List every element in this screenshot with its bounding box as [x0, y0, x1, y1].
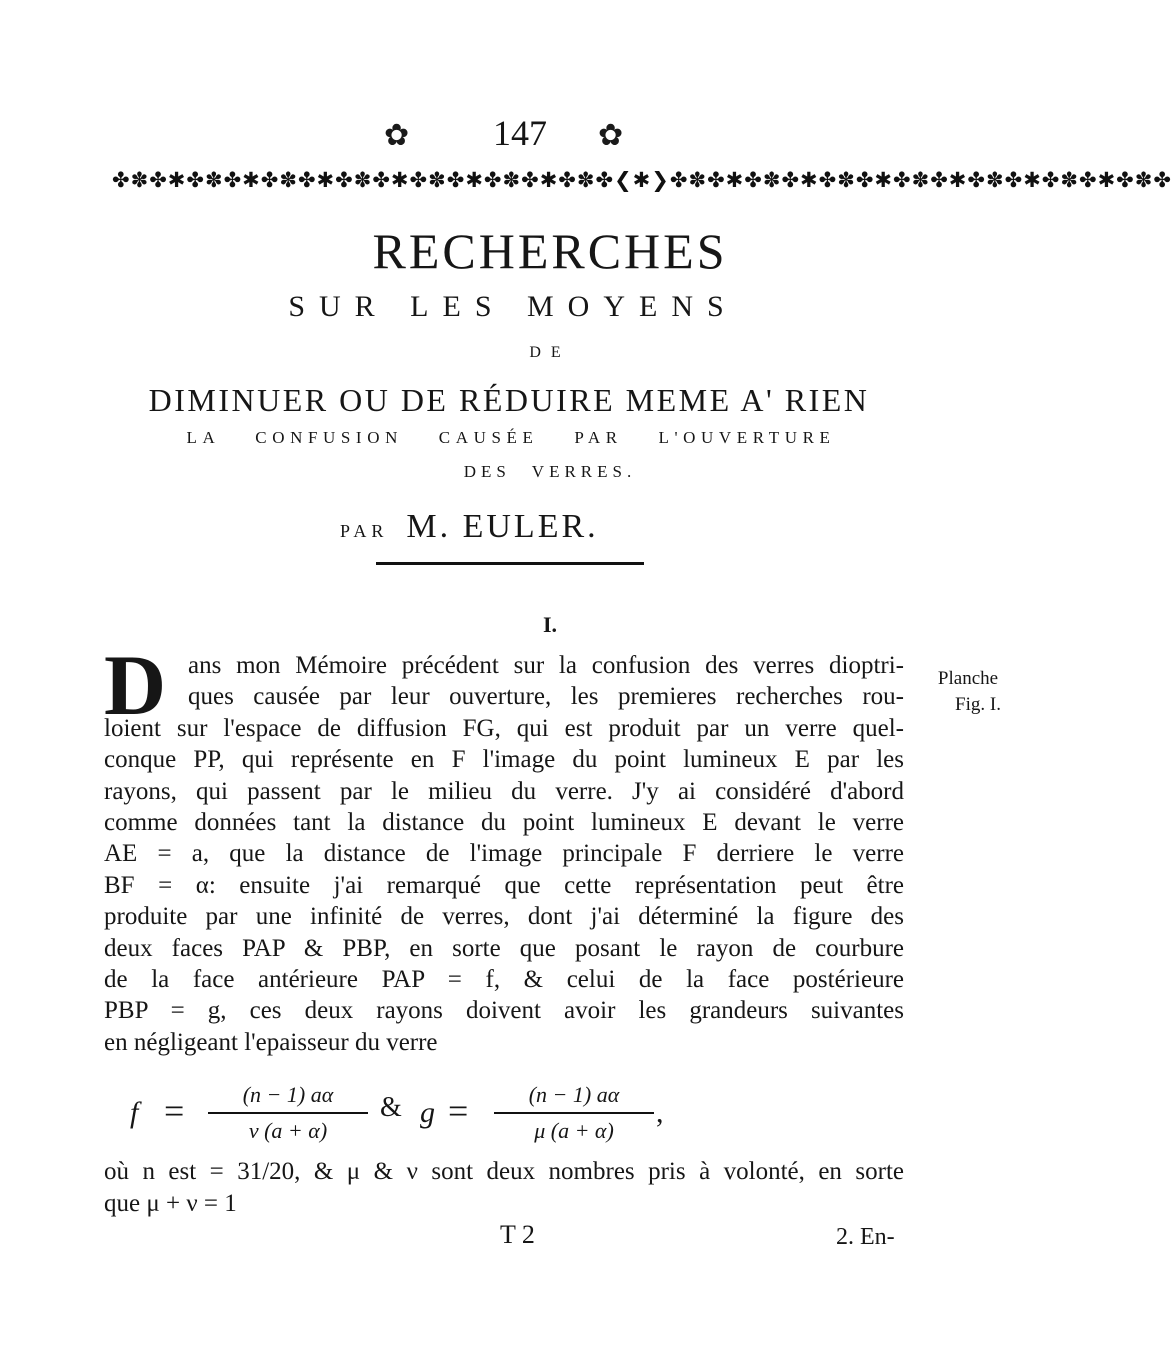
fleuron-left-icon: ✿	[384, 118, 410, 153]
formula	[130, 1080, 690, 1150]
margin-note-figure: Fig. I.	[955, 694, 1001, 715]
body-paragraph	[104, 650, 904, 1058]
body-line: BF = α: ensuite j'ai remarqué que cette représentation peut être	[104, 871, 904, 899]
body-line: PBP = g, ces deux rayons doivent avoir les grandeurs suivantes	[104, 997, 904, 1025]
title-line-5: LA CONFUSION CAUSÉE PAR L'OUVERTURE	[186, 428, 836, 447]
fleuron-right-icon: ✿	[598, 118, 624, 153]
body-line: en négligeant l'epaisseur du verre	[104, 1028, 438, 1056]
title-rule	[376, 562, 644, 565]
tail-line: où n est = 31/20, & μ & ν sont deux nombres pris à volonté, en sorte	[104, 1158, 904, 1185]
body-line: rayons, qui passent par le milieu du verre. J'y ai considéré d'abord	[104, 777, 904, 805]
formula-comma: ,	[656, 1096, 664, 1129]
fraction-1-bar	[208, 1112, 368, 1114]
fraction-1-numerator: (n − 1) aα	[242, 1082, 334, 1107]
signature-mark: T 2	[500, 1220, 535, 1249]
title-line-2: SUR LES MOYENS	[288, 290, 738, 323]
formula-fraction-1	[208, 1080, 368, 1146]
tail-paragraph	[104, 1156, 904, 1220]
byline-par: PAR	[340, 521, 389, 541]
page-number: 147	[493, 113, 547, 153]
formula-equals-1: =	[164, 1091, 185, 1131]
body-line: produite par une infinité de verres, dont j'ai déterminé la figure des	[104, 903, 904, 931]
fraction-2-denominator: μ (a + α)	[534, 1118, 614, 1143]
formula-fraction-2	[494, 1080, 654, 1146]
formula-lhs-f: f	[130, 1096, 139, 1129]
fraction-1-denominator: ν (a + α)	[248, 1118, 328, 1143]
body-line: AE = a, que la distance de l'image principale F derriere le verre	[104, 840, 904, 868]
formula-ampersand: &	[380, 1092, 402, 1123]
drop-cap: D	[104, 637, 167, 733]
body-line: comme données tant la distance du point lumineux E devant le verre	[104, 808, 904, 836]
byline-author: M. EULER.	[406, 508, 599, 545]
body-line: ans mon Mémoire précédent sur la confusion des verres dioptri-	[188, 652, 904, 679]
byline	[340, 508, 680, 546]
title-line-1: RECHERCHES	[372, 223, 728, 279]
margin-note-planche: Planche	[937, 668, 999, 689]
title-line-6: DES VERRES.	[463, 462, 637, 481]
decorative-border-icon: ✤✽✤✱✤✽✤✱✤✽✤✱✤✽✤✱✤✽✤✱✤✽✤✱✤✽✤❮✱❯✤✽✤✱✤✽✤✱✤✽✤✱✤✽✤✱✤✽✤✱✤✽✤✱✤✽✤	[112, 168, 1172, 192]
body-line: loient sur l'espace de diffusion FG, qui est produit par un verre quel-	[104, 714, 904, 742]
title-line-3: DE	[529, 344, 571, 361]
body-line: deux faces PAP & PBP, en sorte que posant le rayon de courbure	[104, 934, 904, 962]
tail-line: que μ + ν = 1	[104, 1190, 237, 1217]
body-line: de la face antérieure PAP = f, & celui de la face postérieure	[104, 965, 904, 993]
fraction-2-bar	[494, 1112, 654, 1114]
formula-equals-2: =	[448, 1091, 469, 1131]
title-line-4: DIMINUER OU DE RÉDUIRE MEME A' RIEN	[148, 382, 870, 418]
formula-lhs-g: g	[420, 1096, 435, 1129]
fraction-2-numerator: (n − 1) aα	[528, 1082, 620, 1107]
body-line: ques causée par leur ouverture, les premieres recherches rou-	[188, 683, 904, 711]
body-line: conque PP, qui représente en F l'image du point lumineux E par les	[104, 746, 904, 774]
section-number: I.	[542, 612, 558, 637]
catchword: 2. En-	[836, 1224, 895, 1250]
